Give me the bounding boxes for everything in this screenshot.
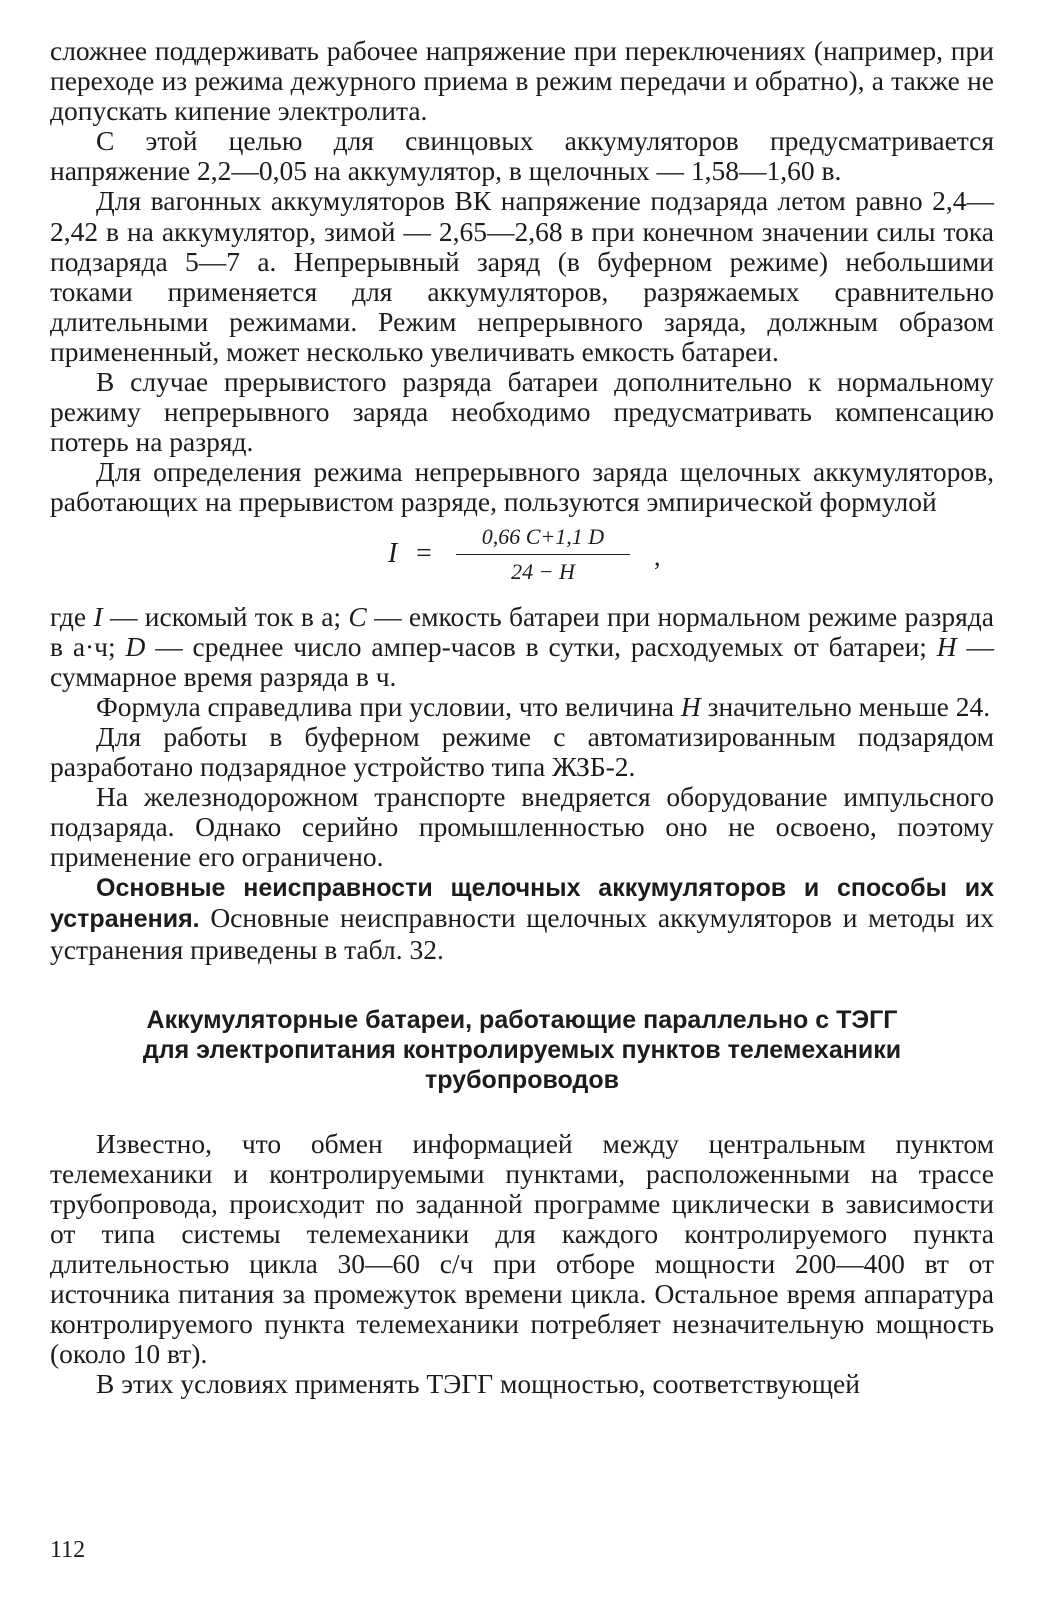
validity-paragraph xyxy=(50,692,994,722)
faults-paragraph xyxy=(50,872,994,964)
page-number: 112 xyxy=(50,1537,86,1563)
paragraph: сложнее поддерживать рабочее напряжение при переключениях (например, при переходе из режима дежурного приема в режим передачи и обратно), а также не допускать кипение электролита. xyxy=(50,35,994,127)
paragraph: На железнодорожном транспорте внедряется оборудование импульсного подзаряда. Однако серийно промышленностью оно не освоено, поэтому применение его ограничено. xyxy=(50,781,994,873)
formula-equals: = xyxy=(416,537,432,569)
faults-run-in-heading: Основные неисправности щелочных аккумуляторов и способы их устранения. xyxy=(50,874,994,934)
heading-line: Аккумуляторные батареи, работающие параллельно с ТЭГГ xyxy=(146,1005,898,1034)
var-i: I xyxy=(93,600,103,632)
formula-fraction xyxy=(456,524,630,585)
var-d: D xyxy=(125,630,146,662)
formula-denominator: 24 − H xyxy=(511,558,575,584)
paragraph: В этих условиях применять ТЭГГ мощностью, соответствующей xyxy=(96,1368,860,1400)
paragraph: Известно, что обмен информацией между центральным пунктом телемеханики и контролируемыми пунктами, расположенными на трассе трубопровода, происходит по заданной программе циклически в зависимости от типа системы телемеханики для каждого контролируемого пункта длительностью цикла 30—60 с/ч при отборе мощности 200—400 вт от источника питания за промежуток времени цикла. Остальное время аппаратура контролируемого пункта телемеханики потребляет незначительную мощность (около 10 вт). xyxy=(50,1127,994,1370)
text-run: — искомый ток в а; xyxy=(102,600,349,632)
text-run: — емкость батареи при нормальном режиме разряда в а·ч; xyxy=(50,600,994,662)
paragraph: Для вагонных аккумуляторов ВК напряжение подзаряда летом равно 2,4—2,42 в на аккумулятор, зимой — 2,65—2,68 в при конечном значении силы тока подзаряда 5—7 а. Непрерывный заряд (в буферном режиме) небольшими токами применяется для аккумуляторов, разряжаемых сравнительно длительными режимами. Режим непрерывного заряда, должным образом примененный, может несколько увеличивать емкость батареи. xyxy=(50,185,994,367)
formula-comma: , xyxy=(654,541,661,571)
text-run: Основные неисправности щелочных аккумуляторов и методы их устранения приведены в табл. 32. xyxy=(50,902,994,965)
formula xyxy=(50,524,994,602)
formula-lhs: I xyxy=(388,537,398,569)
paragraph: С этой целью для свинцовых аккумуляторов предусматривается напряжение 2,2—0,05 на аккумулятор, в щелочных — 1,58—1,60 в. xyxy=(50,125,994,187)
paragraph: Для работы в буферном режиме с автоматизированным подзарядом разработано подзарядное устройство типа ЖЗБ-2. xyxy=(50,720,994,782)
text-run: Формула справедлива при условии, что величина xyxy=(96,690,681,722)
var-h: H xyxy=(680,690,701,722)
definitions-paragraph xyxy=(50,602,994,692)
heading-line: для электропитания контролируемых пунктов телемеханики xyxy=(142,1035,902,1064)
text-run: значительно меньше 24. xyxy=(700,690,991,722)
paragraph: Для определения режима непрерывного заряда щелочных аккумуляторов, работающих на прерывистом разряде, пользуются эмпирической формулой xyxy=(50,456,994,518)
fraction-bar xyxy=(456,554,630,555)
page-body xyxy=(50,36,994,1399)
var-c: C xyxy=(348,600,367,632)
formula-numerator: 0,66 C+1,1 D xyxy=(481,523,605,549)
text-run: — суммарное время разряда в ч. xyxy=(50,630,995,692)
heading-line: трубопроводов xyxy=(425,1065,619,1094)
text-run: где xyxy=(50,600,94,632)
var-h: H xyxy=(936,630,957,662)
section-heading xyxy=(50,1005,994,1095)
paragraph: В случае прерывистого разряда батареи дополнительно к нормальному режиму непрерывного заряда необходимо предусматривать компенсацию потерь на разряд. xyxy=(50,366,994,458)
text-run: — среднее число ампер-часов в сутки, расходуемых от батареи; xyxy=(145,630,937,662)
